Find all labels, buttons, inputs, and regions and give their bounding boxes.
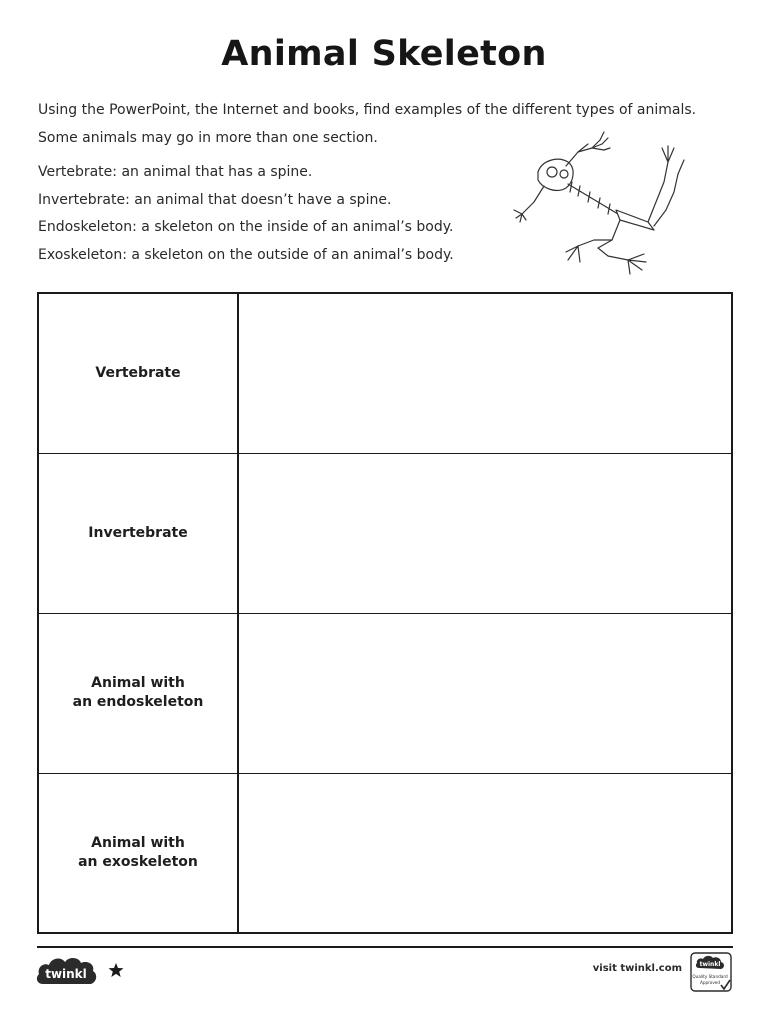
definition-endoskeleton: Endoskeleton: a skeleton on the inside of an animal’s body.	[38, 219, 454, 235]
answer-cell-endoskeleton[interactable]	[238, 613, 732, 773]
row-label-line: Animal with	[91, 834, 185, 851]
row-label-line: an exoskeleton	[78, 853, 198, 870]
visit-link[interactable]: visit twinkl.com	[592, 963, 682, 974]
animal-table	[37, 292, 733, 934]
definition-invertebrate: Invertebrate: an animal that doesn’t have a spine.	[38, 191, 392, 208]
answer-cell-vertebrate[interactable]	[238, 293, 732, 453]
frog-skeleton-icon	[508, 122, 690, 282]
row-label-line: an endoskeleton	[72, 694, 204, 710]
logo-text: twinkl	[45, 967, 87, 981]
quality-badge-icon	[690, 952, 732, 992]
footer-divider	[37, 946, 733, 948]
page-title: Animal Skeleton	[221, 34, 547, 74]
star-icon	[108, 962, 124, 978]
row-label	[38, 293, 238, 453]
answer-cell-invertebrate[interactable]	[238, 453, 732, 613]
definition-vertebrate: Vertebrate: an animal that has a spine.	[38, 164, 313, 180]
instruction-line: Using the PowerPoint, the Internet and books, find examples of the different types of animals.	[38, 102, 697, 118]
row-label	[38, 773, 238, 933]
row-label-line: Vertebrate	[95, 364, 181, 381]
badge-line1: Quality Standard	[692, 974, 728, 979]
badge-brand: twinkl	[699, 961, 721, 968]
table-row	[38, 613, 732, 773]
table-row	[38, 773, 732, 933]
row-label	[38, 613, 238, 773]
definitions-list	[38, 159, 508, 269]
row-label-line: Animal with	[91, 675, 185, 691]
definition-exoskeleton: Exoskeleton: a skeleton on the outside of an animal’s body.	[38, 246, 454, 263]
badge-line2: Approved	[699, 980, 721, 985]
answer-cell-exoskeleton[interactable]	[238, 773, 732, 933]
table-row	[38, 453, 732, 613]
instruction-line: Some animals may go in more than one section.	[38, 130, 378, 146]
twinkl-logo	[35, 954, 99, 990]
row-label-line: Invertebrate	[88, 524, 188, 541]
table-row	[38, 293, 732, 453]
row-label	[38, 453, 238, 613]
